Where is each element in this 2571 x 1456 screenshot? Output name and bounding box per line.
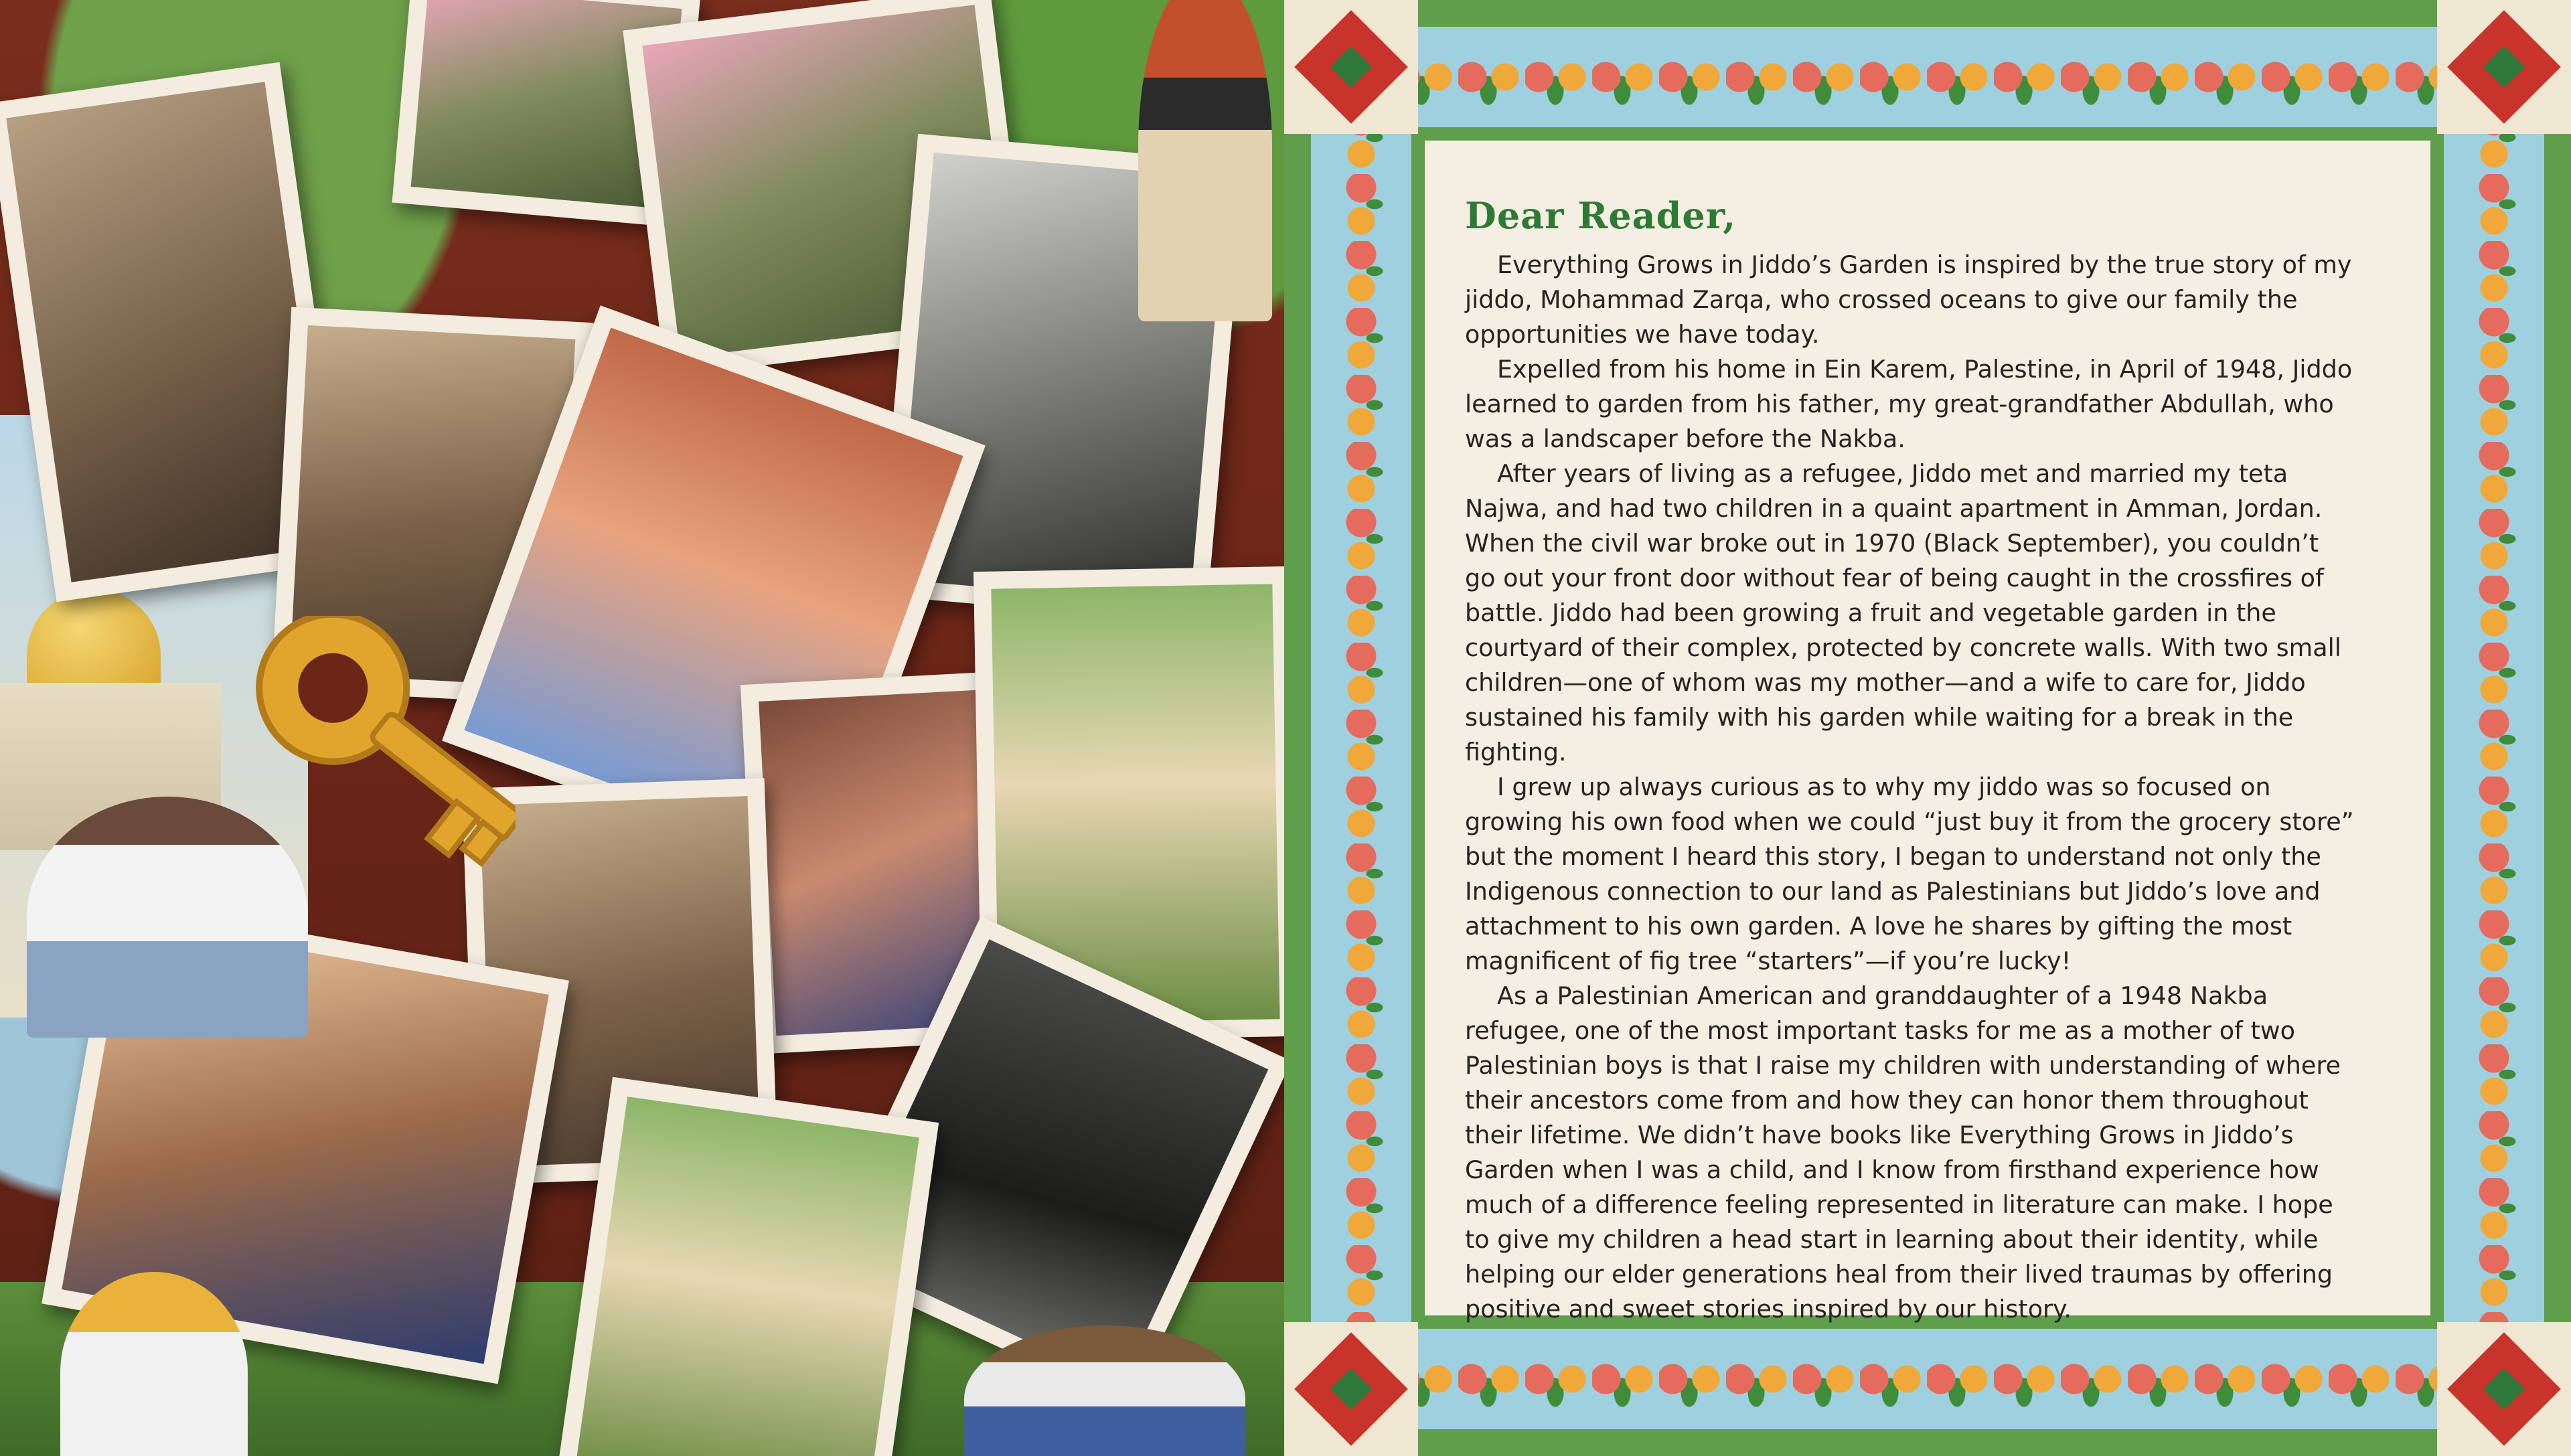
flower-border-right xyxy=(2444,107,2544,1349)
photo-collage-illustration xyxy=(0,0,1284,1456)
illustrated-woman-top-right xyxy=(1138,0,1272,321)
flower-border-bottom xyxy=(1391,1329,2464,1429)
flower-border-left xyxy=(1311,107,1411,1349)
illustrated-family-group xyxy=(27,797,308,1038)
flower-border-top xyxy=(1391,27,2464,127)
letter-paragraph-1: Everything Grows in Jiddo’s Garden is inspired by the true story of my jiddo, Mohammad Zarqa, who crossed oceans to give our family the opportunities we have today. xyxy=(1465,250,2352,349)
embroidery-star-icon-bottom-right xyxy=(2437,1322,2571,1456)
letter-text-block xyxy=(1465,194,2355,1327)
embroidery-star-icon-top-left xyxy=(1284,0,1418,134)
letter-paragraph-4: I grew up always curious as to why my jiddo was so focused on growing his own food when we could “just buy it from the grocery store” but the moment I heard this story, I began to understand not only the Indigenous connection to our land as Palestinians but Jiddo’s love and attachment to his own garden. A love he shares by gifting the most magnificent of fig tree “starters”—if you’re lucky! xyxy=(1465,773,2354,975)
embroidery-star-icon-top-right xyxy=(2437,0,2571,134)
letter-paragraph-5: As a Palestinian American and granddaughter of a 1948 Nakba refugee, one of the most important tasks for me as a mother of two Palestinian boys is that I raise my children with understanding of where their ancestors come from and how they can honor them throughout their lifetime. We didn’t have books like Everything Grows in Jiddo’s Garden when I was a child, and I know from firsthand experience how much of a difference feeling represented in literature can make. I hope to give my children a head start in learning about their identity, while helping our elder generations heal from their lived traumas by offering positive and sweet stories inspired by our history. xyxy=(1465,981,2341,1323)
letter-page xyxy=(1284,0,2571,1456)
letter-greeting: Dear Reader, xyxy=(1465,194,1737,237)
letter-paragraph-2: Expelled from his home in Ein Karem, Palestine, in April of 1948, Jiddo learned to garden from his father, my great-grandfather Abdullah, who was a landscaper before the Nakba. xyxy=(1465,355,2353,453)
illustration-grandfather-garden xyxy=(556,1077,939,1456)
letter-paragraph-3: After years of living as a refugee, Jiddo met and married my teta Najwa, and had two children in a quaint apartment in Amman, Jordan. When the civil war broke out in 1970 (Black September), you couldn’t go out your front door without fear of being caught in the crossfires of battle. Jiddo had been growing a fruit and vegetable garden in the courtyard of their complex, protected by concrete walls. With two small children—one of whom was my mother—and a wife to care for, Jiddo sustained his family with his garden while waiting for a break in the fighting. xyxy=(1465,459,2341,766)
embroidery-star-icon-bottom-left xyxy=(1284,1322,1418,1456)
